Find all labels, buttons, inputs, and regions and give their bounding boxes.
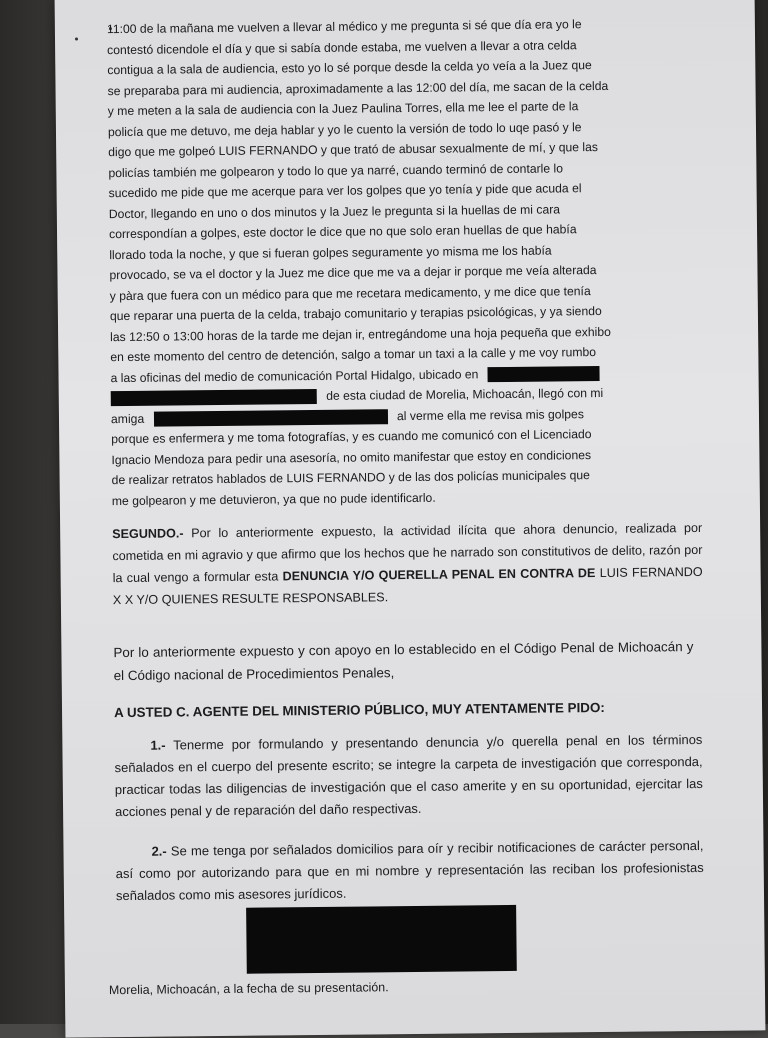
ink-dot: [75, 37, 78, 40]
narrative-line: que reparar una puerta de la celda, trabajo comunitario y terapias psicológicas, y ya siendo: [109, 303, 602, 324]
narrative-line: y pàra que fuera con un médico para que me recetara medicamento, y me dice que tenía: [109, 283, 591, 303]
narrative-line: se preparaba para mi audiencia, aproximadamente a las 12:00 del día, me sacan de la celda: [107, 78, 609, 98]
segundo-label: SEGUNDO.-: [112, 526, 184, 542]
narrative-line-text: a las oficinas del medio de comunicación Portal Hidalgo, ubicado en: [110, 366, 479, 385]
item-number: 1.-: [150, 737, 166, 753]
narrative-line: de realizar retratos hablados de LUIS FERNANDO y de las dos policías municipales que: [111, 468, 590, 488]
narrative-line: las 12:50 o 13:00 horas de la tarde me dejan ir, entregándome una hoja pequeña que exhibo: [110, 324, 611, 344]
narrative-line: provocado, se va el doctor y la Juez me dice que me va a dejar ir porque me veía alterada: [109, 263, 597, 283]
segundo-text: Por lo anteriormente expuesto, la actividad ilícita que ahora denuncio, realizada por cometida en mi agravio y que afirmo que los hechos que he narrado son constitutivos de delito, razón por la cual vengo a formular esta: [112, 520, 703, 586]
item-number: 2.-: [151, 843, 167, 859]
request-heading: A USTED C. AGENTE DEL MINISTERIO PÚBLICO, MUY ATENTAMENTE PIDO:: [113, 699, 605, 721]
redaction-friend-name: [154, 409, 388, 426]
narrative-line: Doctor, llegando en uno o dos minutos y la Juez le pregunta si la huellas de mi cara: [108, 201, 561, 221]
request-item-1: [114, 729, 703, 823]
narrative-line: Ignacio Mendoza para pedir una asesoría, no omito manifestar que estoy en condiciones: [111, 447, 592, 467]
redaction-signature-block: [246, 905, 517, 974]
narrative-line: sucedido me pide que me acerque para ver los golpes que yo tenía y pide que acuda el: [108, 181, 582, 201]
narrative-line: correspondían a golpes, este doctor le dice que no que solo eran huellas de que había: [108, 222, 577, 242]
narrative-line: contigua a la sala de audiencia, esto yo lo sé porque desde la celda yo veía a la Juez que: [107, 58, 592, 78]
narrative-line-text: al verme ella me revisa mis golpes: [396, 406, 584, 423]
narrative-line-text: de esta ciudad de Morelia, Michoacán, llegó con mi: [326, 385, 604, 403]
redaction-address-continued: [111, 389, 317, 406]
redaction-address: [488, 366, 600, 382]
narrative-line: digo que me golpeó LUIS FERNANDO y que trató de abusar sexualmente de mí, y que las: [108, 140, 599, 160]
narrative-line: y me meten a la sala de audiencia con la Juez Paulina Torres, ella me lee el parte de la: [107, 99, 579, 119]
segundo-text-end: LUIS FERNANDO X X Y/O QUIENES RESULTE RESPONSABLES.: [112, 564, 703, 608]
narrative-line: 11:00 de la mañana me vuelven a llevar al médico y me pregunta si sé que día era yo le: [106, 17, 582, 37]
segundo-bold-text: DENUNCIA Y/O QUERELLA PENAL EN CONTRA DE: [282, 566, 596, 584]
narrative-line: policía que me detuvo, me deja hablar y yo le cuento la versión de todo lo uqe pasó y le: [107, 119, 582, 139]
narrative-line: me golpearon y me detuvieron, ya que no pude identificarlo.: [111, 490, 436, 508]
basis-paragraph: Por lo anteriormente expuesto y con apoyo en lo establecido en el Código Penal de Michoacán y el Código nacional de Procedimientos Penales,: [113, 639, 694, 684]
item-text: Tenerme por formulando y presentando denuncia y/o querella penal en los términos señalados en el cuerpo del presente escrito; se integre la carpeta de investigación que corresponda, practicar todas las diligencias de investigación que el caso amerite y en su oportunidad, ejercitar las acciones penal y de reparación del daño respectivas.: [114, 731, 703, 820]
narrative-line: policías también me golpearon y todo lo que ya narré, cuando terminó de contarle lo: [108, 160, 564, 180]
segundo-paragraph: [112, 517, 703, 611]
narrative-line: contestó dicendole el día y que si sabía donde estaba, me vuelven a llevar a otra celda: [107, 37, 577, 57]
narrative-line: llorado toda la noche, y que si fueran golpes seguramente yo misma me los había: [109, 243, 552, 262]
narrative-line-text: amiga: [110, 411, 145, 426]
request-item-2: [115, 835, 704, 907]
item-text: Se me tenga por señalados domicilios para oír y recibir notificaciones de carácter personal, así como por autorizando para que en mi nombre y representación las reciban los profesionistas señalados como mis asesores jurídicos.: [115, 837, 704, 904]
document-page: [55, 0, 766, 1038]
narrative-line: porque es enfermera y me toma fotografías, y es cuando me comunicó con el Licenciado: [111, 427, 592, 447]
narrative-paragraph: [107, 13, 702, 511]
narrative-line: en este momento del centro de detención, salgo a tomar un taxi a la calle y me voy rumbo: [110, 345, 597, 365]
closing-line: Morelia, Michoacán, a la fecha de su presentación.: [108, 980, 389, 998]
